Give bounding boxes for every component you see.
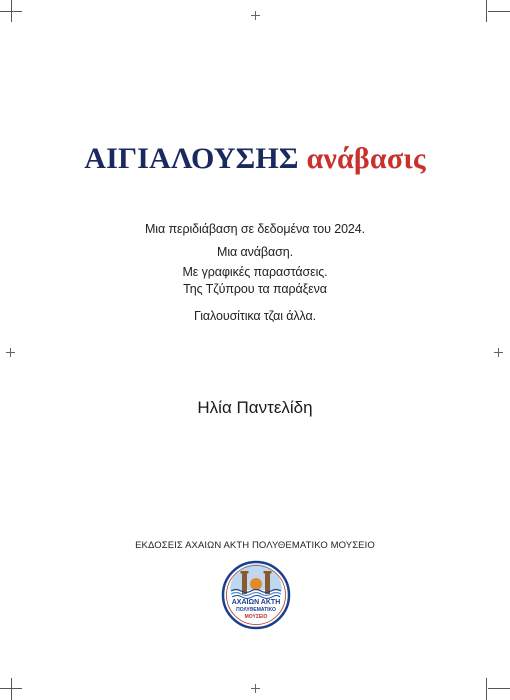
- logo-text-line1: ΑΧΑΙΩΝ ΑΚΤΗ: [231, 599, 281, 606]
- crop-mark-left-bottom: [0, 688, 22, 689]
- logo-text-line2: ΠΟΛΥΘΕΜΑΤΙΚΟ: [236, 607, 276, 613]
- author-name: Ηλία Παντελίδη: [197, 398, 313, 417]
- crop-mark-right-bottom: [488, 688, 510, 689]
- subtitle-line: Γιαλουσίτικα τζαι άλλα.: [193, 309, 317, 323]
- title-main: ΑΙΓΙΑΛΟΥΣΗΣ: [84, 142, 299, 175]
- title-accent: ανάβασις: [306, 142, 426, 175]
- crop-mark-left-top: [0, 11, 22, 12]
- registration-mark-right: [494, 348, 503, 357]
- registration-mark-left: [6, 348, 15, 357]
- subtitle-block: [0, 218, 510, 328]
- crop-mark-bottom-right: [486, 678, 487, 700]
- registration-mark-top: [251, 11, 260, 20]
- registration-mark-bottom: [251, 684, 260, 693]
- logo-text-line3: ΜΟΥΣΕΙΟ: [244, 614, 268, 620]
- subtitle-line: Μια περιδιάβαση σε δεδομένα του 2024.: [144, 222, 366, 236]
- book-title: [0, 142, 510, 176]
- subtitle-line: Μια ανάβαση.: [217, 245, 293, 259]
- crop-mark-bottom-left: [11, 678, 12, 700]
- publisher-name: ΕΚΔΟΣΕΙΣ ΑΧΑΙΩΝ ΑΚΤΗ ΠΟΛΥΘΕΜΑΤΙΚΟ ΜΟΥΣΕΙΟ: [135, 540, 375, 551]
- crop-mark-right-top: [488, 11, 510, 12]
- crop-mark-top-right: [486, 0, 487, 22]
- subtitle-line: Με γραφικές παραστάσεις.: [182, 265, 328, 279]
- museum-logo: [221, 560, 291, 630]
- subtitle-line: Της Τζύπρου τα παράξενα: [183, 282, 327, 296]
